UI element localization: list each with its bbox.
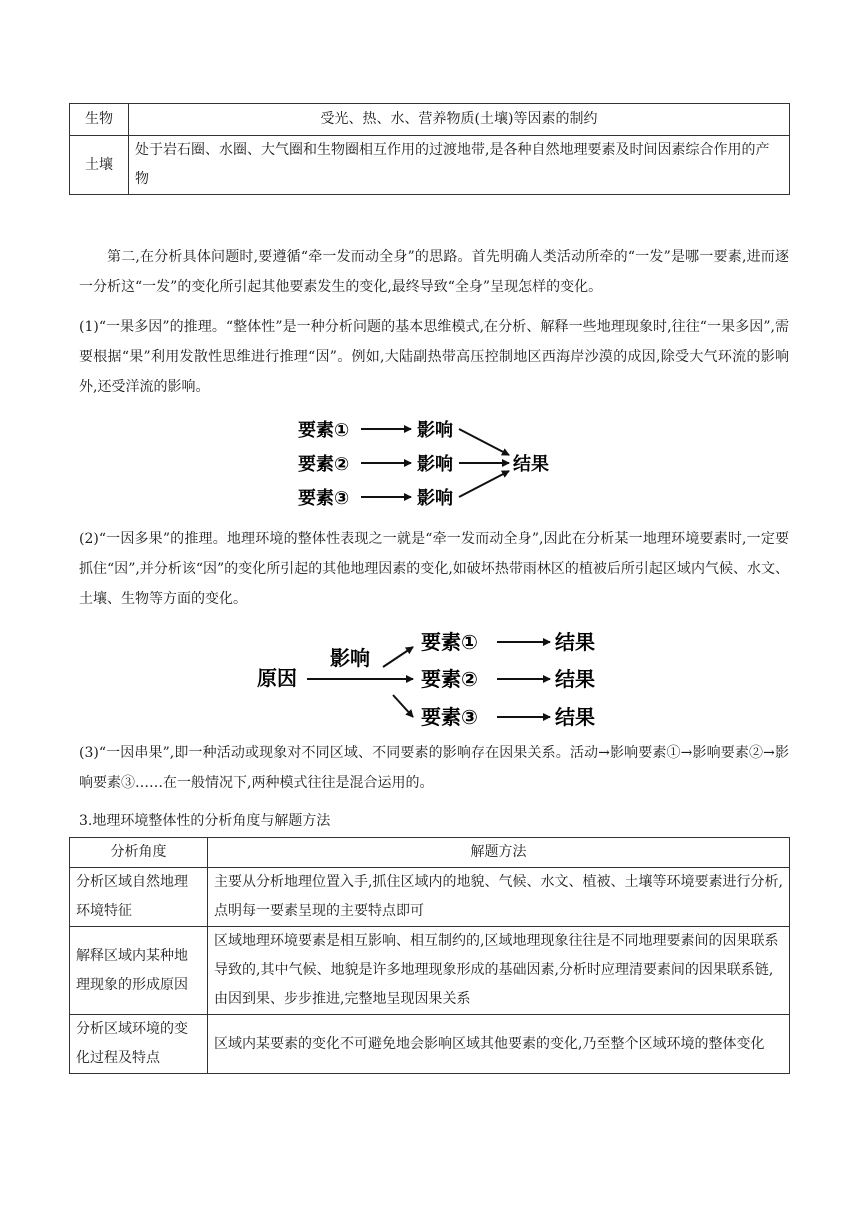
cause-label: 原因 — [257, 666, 297, 690]
row-angle: 解释区域内某种地理现象的形成原因 — [70, 927, 208, 1015]
header-method: 解题方法 — [208, 838, 790, 868]
row-angle: 分析区域自然地理环境特征 — [70, 868, 208, 927]
branch-arrow-down — [393, 695, 413, 717]
table-row — [70, 927, 790, 1015]
paragraph-one-cause-many-results: (2)“一因多果”的推理。地理环境的整体性表现之一就是“牵一发而动全身”,因此在分析某一地理环境要素时,一定要抓住“因”,并分析该“因”的变化所引起的其他地理因素的变化,如破坏热带雨林区的植被后所引起区域内气候、水文、土壤、生物等方面的变化。 — [79, 531, 789, 607]
table-row — [70, 136, 790, 195]
row-method: 区域地理环境要素是相互影响、相互制约的,区域地理现象往往是不同地理要素间的因果联系导致的,其中气候、地貌是许多地理现象形成的基础因素,分析时应理清要素间的因果联系链,由因到果、步步推进,完整地呈现因果关系 — [208, 927, 790, 1015]
arrow-to-result-1 — [459, 429, 509, 455]
row-angle: 分析区域环境的变化过程及特点 — [70, 1015, 208, 1074]
analysis-method-table — [69, 837, 790, 1074]
header-angle: 分析角度 — [70, 838, 208, 868]
row-text: 受光、热、水、营养物质(土壤)等因素的制约 — [129, 104, 790, 136]
table-row — [70, 868, 790, 927]
factor-1-label: 要素① — [298, 420, 350, 441]
table-row — [70, 1015, 790, 1074]
factor-2-label: 要素② — [298, 454, 350, 475]
row-label: 生物 — [70, 104, 129, 136]
diagram-one-result-many-causes — [293, 415, 558, 512]
row-method: 区域内某要素的变化不可避免地会影响区域其他要素的变化,乃至整个区域环境的整体变化 — [208, 1015, 790, 1074]
table-row — [70, 104, 790, 136]
paragraph-second-principle: 第二,在分析具体问题时,要遵循“牵一发而动全身”的思路。首先明确人类活动所牵的“一发”是哪一要素,进而逐一分析这“一发”的变化所引起其他要素发生的变化,最终导致“全身”呈现怎样的变化。 — [79, 249, 789, 295]
influence-3-label: 影响 — [417, 488, 453, 509]
influence-1-label: 影响 — [417, 420, 453, 441]
result-1-label: 结果 — [555, 630, 595, 654]
row-label: 土壤 — [70, 136, 129, 195]
result-3-label: 结果 — [555, 705, 595, 729]
factor-table — [69, 103, 790, 195]
table-header-row — [70, 838, 790, 868]
result-2-label: 结果 — [555, 667, 595, 691]
arrow-to-result-3 — [459, 471, 509, 497]
branch-arrow-up — [383, 647, 413, 667]
diagram-one-cause-many-results — [255, 627, 605, 733]
result-label: 结果 — [513, 454, 549, 475]
influence-label: 影响 — [330, 646, 370, 670]
row-text: 处于岩石圈、水圈、大气圈和生物圈相互作用的过渡地带,是各种自然地理要素及时间因素综合作用的产物 — [129, 136, 790, 195]
factor-1-label: 要素① — [421, 630, 478, 654]
factor-3-label: 要素③ — [298, 488, 350, 509]
row-method: 主要从分析地理位置入手,抓住区域内的地貌、气候、水文、植被、土壤等环境要素进行分析,点明每一要素呈现的主要特点即可 — [208, 868, 790, 927]
influence-2-label: 影响 — [417, 454, 453, 475]
factor-2-label: 要素② — [421, 667, 478, 691]
section-heading: 3.地理环境整体性的分析角度与解题方法 — [79, 813, 331, 829]
paragraph-one-cause-chain: (3)“一因串果”,即一种活动或现象对不同区域、不同要素的影响存在因果关系。活动→影响要素①→影响要素②→影响要素③……在一般情况下,两种模式往往是混合运用的。 — [79, 745, 789, 791]
paragraph-one-result-many-causes: (1)“一果多因”的推理。“整体性”是一种分析问题的基本思维模式,在分析、解释一些地理现象时,往往“一果多因”,需要根据“果”利用发散性思维进行推理“因”。例如,大陆副热带高压控制地区西海岸沙漠的成因,除受大气环流的影响外,还受洋流的影响。 — [79, 319, 789, 395]
factor-3-label: 要素③ — [421, 705, 478, 729]
